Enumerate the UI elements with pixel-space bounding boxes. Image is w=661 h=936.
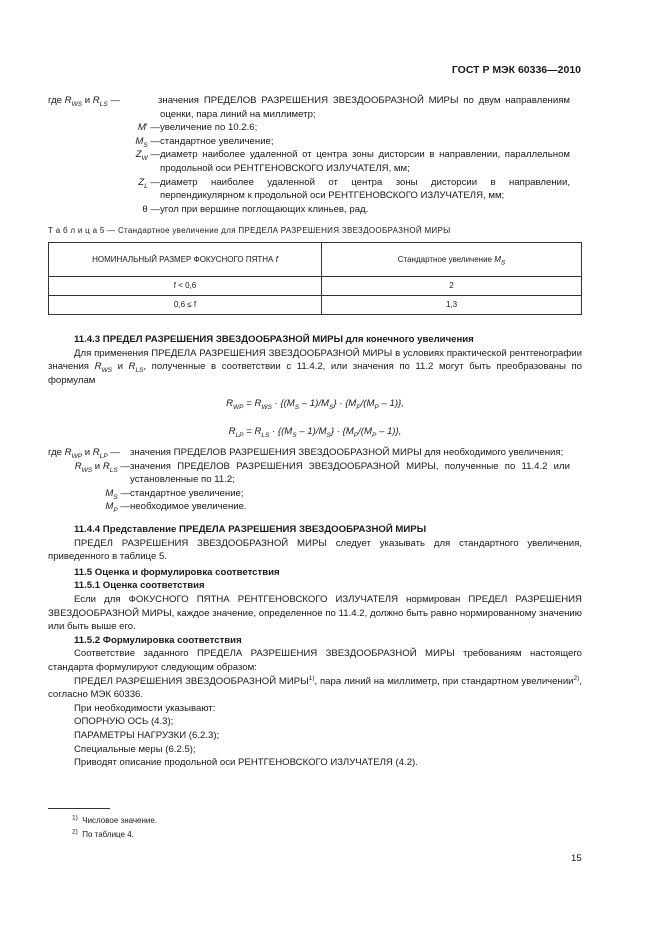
definition-text: увеличение по 10.2.6; [160,122,258,134]
definition-row [48,203,570,217]
list-line: ПАРАМЕТРЫ НАГРУЗКИ (6.2.3); [74,729,220,741]
definition-text: значения ПРЕДЕЛОВ РАЗРЕШЕНИЯ ЗВЕЗДООБРАЗНОЙ МИРЫ по двум направлениям оценки, пара линий на миллиметр; [158,95,570,120]
definition-row [48,135,570,149]
formula-rlp: $R_{LP} = R_{LS} \cdot \{(M_S - 1)/M_S\} \cdot \{M_P/(M_P - 1)\}$, [228,425,402,439]
definition-text: диаметр наиболее удаленной от центра зоны дисторсии в направлении, перпендикулярном к продольной оси РЕНТГЕНОВСКОГО ИЗЛУЧАТЕЛЯ, мм; [160,176,570,202]
definition-row [48,446,570,460]
list-line: Специальные меры (6.2.5); [74,743,196,755]
section-paragraph: Соответствие заданного ПРЕДЕЛА РАЗРЕШЕНИЯ ЗВЕЗДООБРАЗНОЙ МИРЫ требованиям настоящего стандарта формулируют следующим образом: [48,648,582,673]
definition-row [48,121,570,135]
section-heading: 11.5 Оценка и формулировка соответствия [74,566,280,578]
footnote-divider [48,808,110,809]
section-paragraph: Для применения ПРЕДЕЛА РАЗРЕШЕНИЯ ЗВЕЗДООБРАЗНОЙ МИРЫ в условиях практической рентгенографии значения $R_{WS}$ и $R_{LS}$, полученные в соответствии с 11.4.2, или значения по 11.2 могут быть преобразованы по формулам [48,347,582,386]
definition-text: угол при вершине поглощающих клиньев, рад. [160,203,369,215]
definition-text: диаметр наиболее удаленной от центра зоны дисторсии в направлении, параллельном продольной оси РЕНТГЕНОВСКОГО ИЗЛУЧАТЕЛЯ, мм; [160,149,570,174]
table-header-row [49,243,582,277]
section-paragraph: ПРЕДЕЛ РАЗРЕШЕНИЯ ЗВЕЗДООБРАЗНОЙ МИРЫ$^{1)}$, пара линий на миллиметр, при стандартном увеличении$^{2)}$, согласно МЭК 60336. [48,674,582,701]
section-heading: 11.4.4 Представление ПРЕДЕЛА РАЗРЕШЕНИЯ ЗВЕЗДООБРАЗНОЙ МИРЫ [74,524,427,535]
definition-text: стандартное увеличение; [130,487,244,499]
definition-symbol: M' — [137,122,160,134]
definition-symbol: где $R_{WP}$ и $R_{LP}$ — [48,447,120,460]
document-header: ГОСТ Р МЭК 60336—2010 [451,64,581,76]
page-number: 15 [571,853,582,864]
section-heading: 11.5.1 Оценка соответствия [74,580,205,592]
footnote: $^{2)}$ По таблице 4. [72,828,134,839]
table-caption: Т а б л и ц а 5 — Стандартное увеличение для ПРЕДЕЛА РАЗРЕШЕНИЯ ЗВЕЗДООБРАЗНОЙ МИРЫ [48,226,451,235]
definition-text: необходимое увеличение. [130,501,247,513]
definition-symbol: $R_{WS}$ и $R_{LS}$ — [74,460,130,474]
table-header-cell: НОМИНАЛЬНЫЙ РАЗМЕР ФОКУСНОГО ПЯТНА f [49,243,322,277]
list-line: Приводят описание продольной оси РЕНТГЕНОВСКОГО ИЗЛУЧАТЕЛЯ (4.2). [74,757,418,769]
definition-text: значения ПРЕДЕЛОВ РАЗРЕШЕНИЯ ЗВЕЗДООБРАЗНОЙ МИРЫ для необходимого увеличения; [130,447,564,458]
table-header-cell: Стандартное увеличение $M_S$ [322,243,582,277]
definitions-list-2 [48,446,570,514]
definition-text: значения ПРЕДЕЛОВ РАЗРЕШЕНИЯ ЗВЕЗДООБРАЗНОЙ МИРЫ, полученные по 11.4.2 или установленные по 11.2; [130,460,570,486]
definition-row [48,176,570,203]
section-11-4-3 [48,333,582,439]
section-11-4-4 [48,523,582,770]
definition-symbol: $M_S$ — [105,487,130,501]
section-heading: 11.4.3 ПРЕДЕЛ РАЗРЕШЕНИЯ ЗВЕЗДООБРАЗНОЙ МИРЫ для конечного увеличения [74,334,474,345]
definition-row [48,460,570,487]
formula-rwp: $R_{WP} = R_{WS} \cdot \{(M_S - 1)/M_S\} \cdot \{M_P/(M_P - 1)\}$, [226,398,404,412]
definition-text: стандартное увеличение; [160,135,274,147]
definition-symbol: $Z_L$ — [138,176,160,190]
definition-symbol: θ — [142,203,160,215]
table-cell: 2 [322,277,582,296]
section-paragraph: ПРЕДЕЛ РАЗРЕШЕНИЯ ЗВЕЗДООБРАЗНОЙ МИРЫ следует указывать для стандартного увеличения, приведенного в таблице 5. [48,537,582,563]
definition-row [48,148,570,175]
section-paragraph: Если для ФОКУСНОГО ПЯТНА РЕНТГЕНОВСКОГО ИЗЛУЧАТЕЛЯ нормирован ПРЕДЕЛ РАЗРЕШЕНИЯ ЗВЕЗДООБРАЗНОЙ МИРЫ, каждое значение, определенное по 11.4.2, должно быть равно нормированному значению или быть выше его. [48,593,582,633]
definition-row [48,500,570,514]
definition-symbol: где $R_{WS}$ и $R_{LS}$ — [48,95,120,108]
table-cell: 0,6 ≤ f [49,296,322,315]
table-cell: 1,3 [322,296,582,315]
footnote: $^{1)}$ Числовое значение. [72,814,158,825]
list-line: ОПОРНУЮ ОСЬ (4.3); [74,716,174,728]
definitions-list-1 [48,94,570,216]
table-row [49,296,582,315]
definition-symbol: $M_S$ — [135,135,160,149]
section-heading: 11.5.2 Формулировка соответствия [74,634,242,646]
definition-symbol: $Z_W$ — [135,149,160,163]
list-line: При необходимости указывают: [74,702,216,714]
definition-symbol: $M_P$ — [105,501,130,515]
definition-row [48,94,570,121]
table-row [49,277,582,296]
table-cell: f < 0,6 [49,277,322,296]
definition-row [48,487,570,501]
table-5 [48,242,582,315]
